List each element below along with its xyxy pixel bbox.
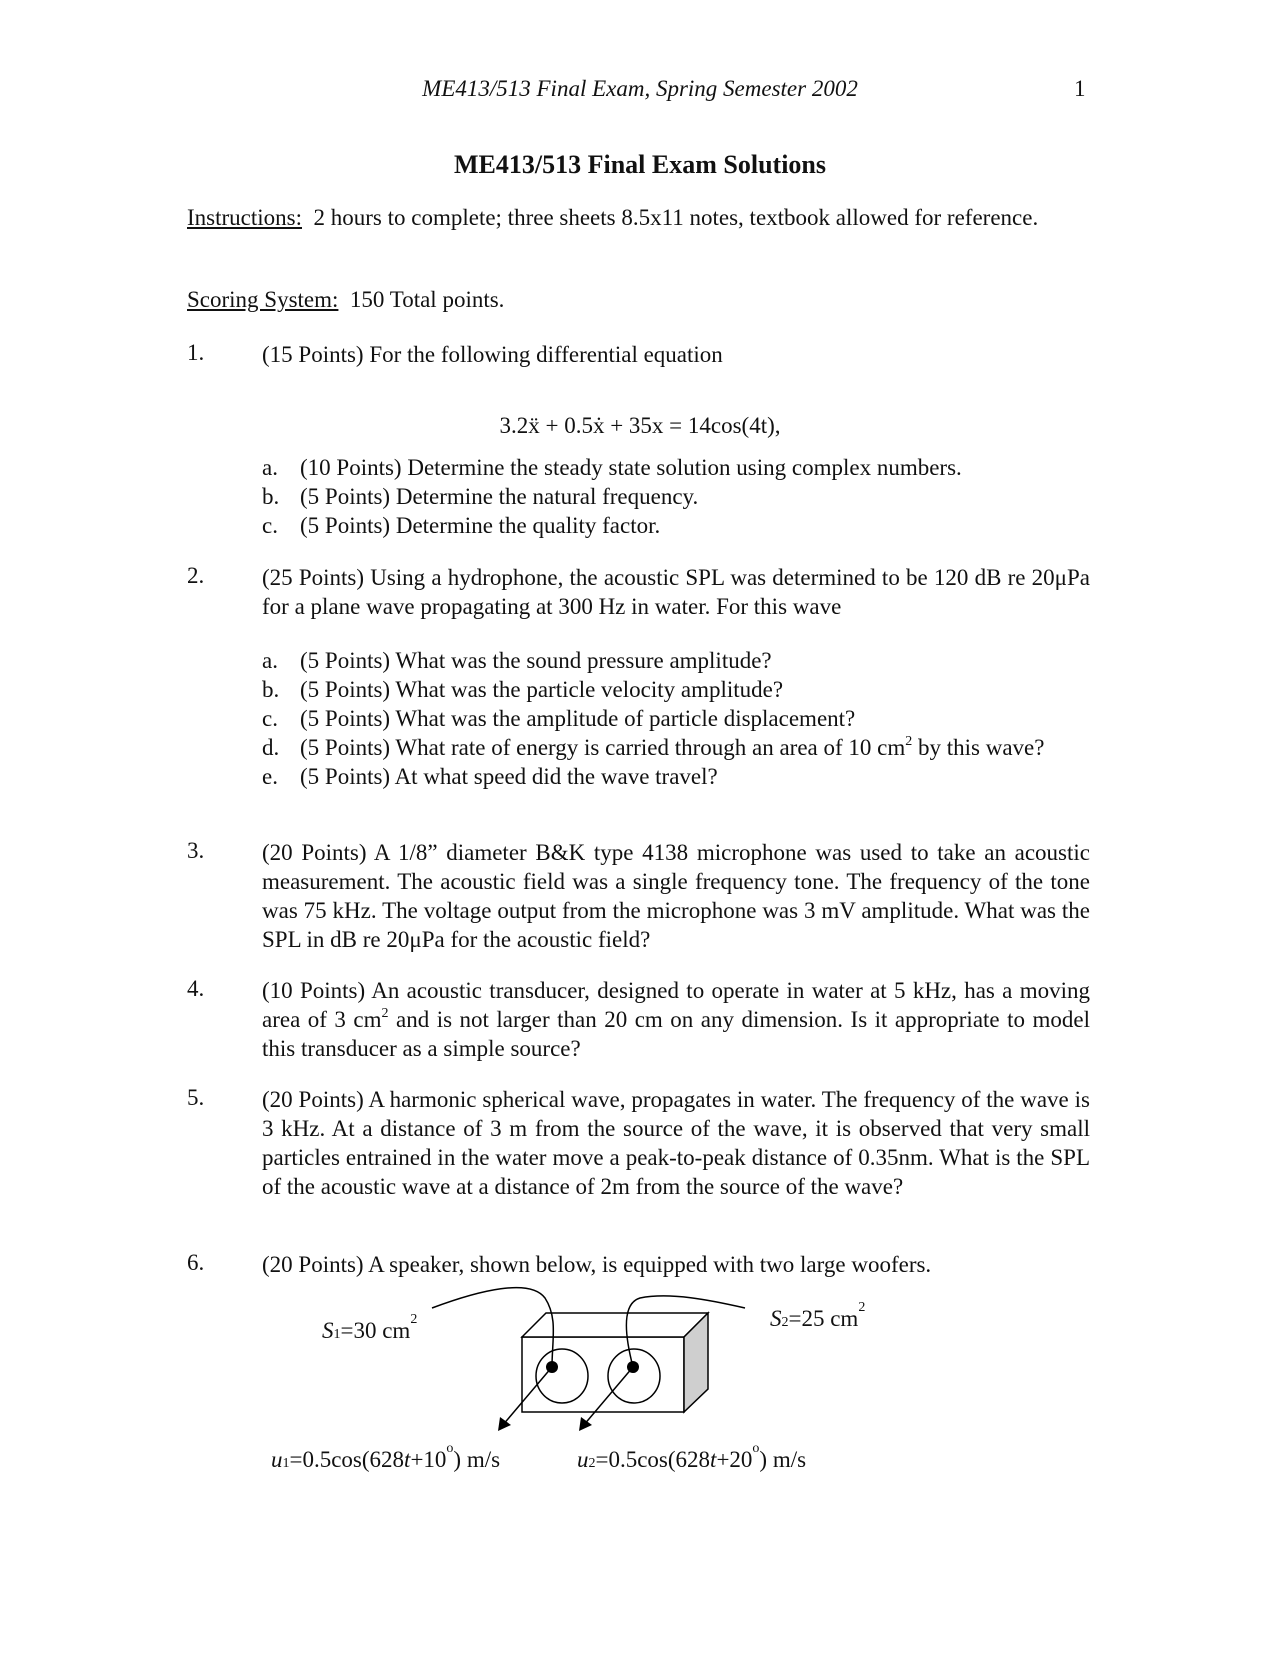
question-6-text: (20 Points) A speaker, shown below, is equipped with two large woofers.	[262, 1252, 932, 1277]
question-4-number: 4.	[187, 976, 205, 1001]
list-item: a. (10 Points) Determine the steady state solution using complex numbers.	[262, 455, 962, 480]
list-item: b. (5 Points) Determine the natural frequency.	[262, 484, 699, 509]
question-6-number: 6.	[187, 1250, 205, 1275]
s1-label: S1=30 $cm^2$	[322, 1312, 418, 1343]
question-5-number: 5.	[187, 1085, 205, 1110]
u2-arrow-head	[579, 1417, 592, 1431]
question-3-text: (20 Points) A 1/8” diameter B&K type 4138 microphone was used to take an acoustic measurement. The acoustic field was a single frequency tone. The frequency of the tone was 75 kHz. The voltage output from the microphone was 3 mV amplitude. What was the SPL in dB re 20μPa for the acoustic field?	[262, 840, 1090, 952]
question-1-number: 1.	[187, 340, 205, 365]
scoring-label: Scoring System:	[187, 287, 339, 312]
s2-label: S2=25 $cm^2$	[770, 1300, 866, 1331]
list-item: a. (5 Points) What was the sound pressure amplitude?	[262, 648, 772, 673]
question-1-equation: 3.2ẍ + 0.5ẋ + 35x = 14cos(4t),	[499, 413, 781, 438]
list-item: c. (5 Points) Determine the quality factor.	[262, 513, 661, 538]
instructions-label: Instructions:	[187, 205, 302, 230]
question-3-number: 3.	[187, 838, 205, 863]
page-number: 1	[1074, 76, 1086, 101]
running-header: ME413/513 Final Exam, Spring Semester 2002	[422, 76, 858, 101]
u1-arrow-head	[498, 1417, 511, 1431]
question-2-text: (25 Points) Using a hydrophone, the acoustic SPL was determined to be 120 dB re 20μPa for a plane wave propagating at 300 Hz in water. For this wave	[262, 565, 1090, 619]
u2-label: $u2=0.5\cos(628t+20^o)$ m/s	[577, 1441, 807, 1472]
question-1-text: (15 Points) For the following differential equation	[262, 342, 723, 367]
question-5-text: (20 Points) A harmonic spherical wave, propagates in water. The frequency of the wave is 3 kHz. At a distance of 3 m from the source of the wave, it is observed that very small particles entrained in the water move a peak-to-peak distance of 0.35nm. What is the SPL of the acoustic wave at a distance of 2m from the source of the wave?	[262, 1087, 1090, 1199]
u1-label: $u1=0.5\cos(628t+10^o)$ m/s	[271, 1441, 501, 1472]
list-item: c. (5 Points) What was the amplitude of particle displacement?	[262, 706, 856, 731]
question-2-number: 2.	[187, 563, 205, 588]
list-item: e. (5 Points) At what speed did the wave travel?	[262, 764, 718, 789]
speaker-box-top	[522, 1313, 708, 1337]
document-title: ME413/513 Final Exam Solutions	[454, 150, 826, 179]
instructions-text: 2 hours to complete; three sheets 8.5x11 notes, textbook allowed for reference.	[313, 205, 1039, 230]
scoring-text: 150 Total points.	[349, 287, 505, 312]
question-4-text: (10 Points) An acoustic transducer, designed to operate in water at 5 kHz, has a moving area of 3 $cm^2$ and is not larger than 20 cm on any dimension. Is it appropriate to model this transducer as a simple source?	[262, 978, 1090, 1061]
list-item: d. (5 Points) What rate of energy is carried through an area of 10 $cm^2$ by this wave?	[262, 734, 1045, 760]
list-item: b. (5 Points) What was the particle velocity amplitude?	[262, 677, 784, 702]
